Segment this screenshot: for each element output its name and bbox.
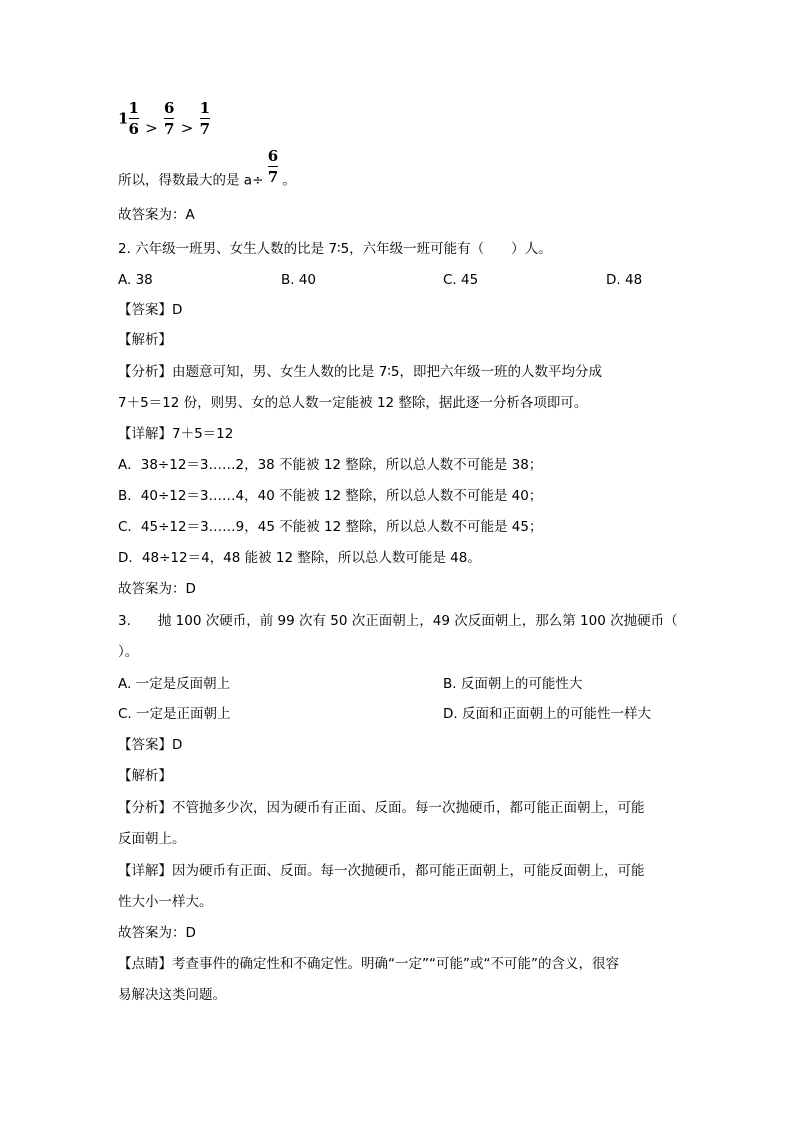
q3-option-b: B. 反面朝上的可能性大 [443,676,583,692]
q3-final: 故答案为：D [118,925,196,941]
inequality [118,100,210,137]
q2-detail [118,425,233,443]
q2-final: 故答案为：D [118,581,196,597]
tag: 【分析】 [118,800,172,816]
numerator: 6 [164,99,175,117]
text: 考查事件的确定性和不确定性。明确“一定”“可能”或“不可能”的含义，很容 [172,956,619,972]
q2-analysis-1 [118,363,602,381]
gt-sign: > [180,118,194,137]
text: 不管抛多少次，因为硬币有正面、反面。每一次抛硬币，都可能正面朝上，可能 [172,800,645,816]
q2-step-b: B．40÷12＝3……4，40 不能被 12 整除，所以总人数不可能是 40； [118,488,543,504]
numerator: 1 [128,99,139,117]
q3-option-c: C. 一定是正面朝上 [118,706,231,722]
q2-step-c: C．45÷12＝3……9，45 不能被 12 整除，所以总人数不可能是 45； [118,519,543,535]
text: 由题意可知，男、女生人数的比是 7∶5，即把六年级一班的人数平均分成 [172,364,602,380]
denominator: 7 [164,120,175,138]
q3-question-2: ）。 [118,644,139,660]
answer-1: 故答案为：A [118,207,195,223]
q3-analysis-2: 反面朝上。 [118,831,186,847]
denominator: 7 [267,168,279,186]
numerator: 1 [199,99,211,117]
tag: 【详解】 [118,863,172,879]
q2-jiexi: 【解析】 [118,332,172,348]
q3-detail-1 [118,862,645,880]
q2-analysis-2: 7＋5＝12 份，则男、女的总人数一定能被 12 整除，据此逐一分析各项即可。 [118,395,588,411]
numerator: 6 [267,147,279,165]
fraction [128,100,138,137]
whole-number: 1 [118,109,129,128]
gt-sign: > [145,118,158,137]
tag: 【点睛】 [118,956,172,972]
q3-comment-1 [118,955,619,973]
fraction [268,148,278,185]
q2-option-a: A. 38 [118,272,153,288]
q2-step-d: D．48÷12＝4，48 能被 12 整除，所以总人数可能是 48。 [118,550,481,566]
tag: 【分析】 [118,364,172,380]
q2-option-c: C. 45 [443,272,479,288]
q2-option-b: B. 40 [281,272,317,288]
text: 因为硬币有正面、反面。每一次抛硬币，都可能正面朝上，可能反面朝上，可能 [172,863,645,879]
denominator: 7 [199,120,211,138]
tag: 【详解】 [118,426,172,442]
conclusion-line [118,148,296,190]
q3-analysis-1 [118,799,645,817]
q2-question: 2. 六年级一班男、女生人数的比是 7∶5，六年级一班可能有（ ）人。 [118,241,552,257]
denominator: 6 [128,120,139,138]
q3-question-1: 3. 抛 100 次硬币，前 99 次有 50 次正面朝上，49 次反面朝上，那么第 100 次抛硬币（ [118,613,678,629]
q2-answer: 【答案】D [118,302,183,318]
q3-option-a: A. 一定是反面朝上 [118,676,231,692]
q3-option-d: D. 反面和正面朝上的可能性一样大 [443,706,651,722]
q2-option-d: D. 48 [606,272,643,288]
text: 7＋5＝12 [172,426,234,442]
conclusion-text: 所以，得数最大的是 a÷ [118,172,264,189]
fraction [164,100,174,137]
fraction [200,100,210,137]
q2-step-a: A．38÷12＝3……2，38 不能被 12 整除，所以总人数不可能是 38； [118,457,543,473]
q3-answer: 【答案】D [118,737,183,753]
period: 。 [282,172,296,189]
q3-jiexi: 【解析】 [118,768,172,784]
q3-detail-2: 性大小一样大。 [118,894,213,910]
q3-comment-2: 易解决这类问题。 [118,987,226,1003]
